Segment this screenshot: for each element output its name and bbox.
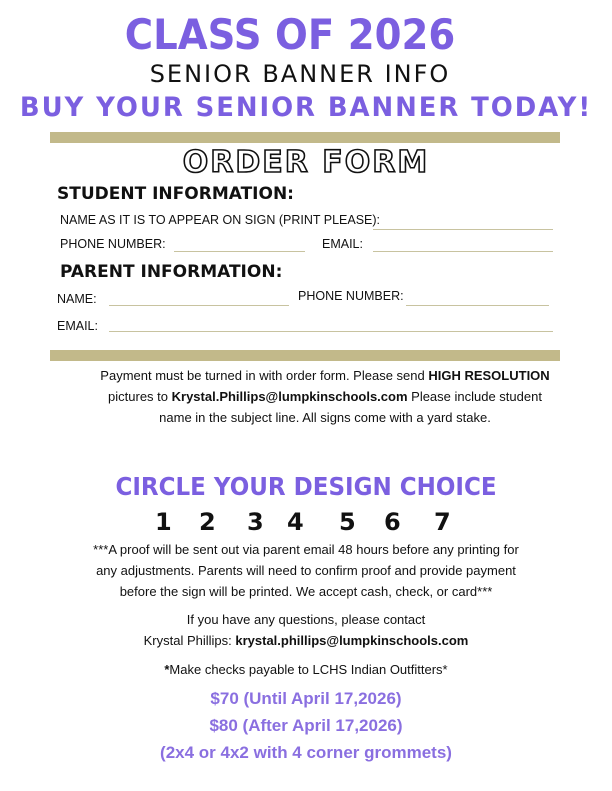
student-email-field[interactable]	[373, 251, 553, 252]
design-choice-2[interactable]: 2	[199, 508, 216, 536]
parent-name-label: NAME:	[57, 292, 97, 306]
proof-notice	[30, 539, 582, 602]
price-late: $80 (After April 17,2026)	[209, 716, 403, 735]
contact-text: If you have any questions, please contact	[186, 612, 426, 627]
design-choice-1[interactable]: 1	[155, 508, 172, 536]
contact-info	[0, 609, 612, 651]
payment-text: Please include student	[407, 389, 542, 404]
design-choice-5[interactable]: 5	[339, 508, 356, 536]
parent-phone-field[interactable]	[406, 305, 549, 306]
parent-email-field[interactable]	[109, 331, 553, 332]
design-choice-heading: CIRCLE YOUR DESIGN CHOICE	[115, 472, 497, 501]
checks-note	[0, 659, 612, 680]
payment-text: Payment must be turned in with order form. Please send	[100, 368, 429, 383]
parent-name-field[interactable]	[109, 305, 289, 306]
contact-name: Krystal Phillips:	[143, 633, 236, 648]
design-choice-7[interactable]: 7	[434, 508, 451, 536]
student-phone-field[interactable]	[174, 251, 305, 252]
parent-email-label: EMAIL:	[57, 319, 98, 333]
checks-star: *	[164, 662, 170, 677]
student-email-label: EMAIL:	[322, 237, 363, 251]
proof-text: any adjustments. Parents will need to confirm proof and provide payment	[96, 563, 516, 578]
page-title: CLASS OF 2026	[124, 10, 456, 59]
parent-phone-label: PHONE NUMBER:	[298, 289, 404, 303]
proof-text: ***A proof will be sent out via parent email 48 hours before any printing for	[93, 542, 519, 557]
contact-email-link[interactable]: Krystal.Phillips@lumpkinschools.com	[171, 389, 408, 404]
design-choice-6[interactable]: 6	[384, 508, 401, 536]
student-name-field[interactable]	[373, 229, 553, 230]
parent-info-heading: PARENT INFORMATION:	[60, 262, 283, 282]
student-phone-label: PHONE NUMBER:	[60, 237, 166, 251]
checks-text: Make checks payable to LCHS Indian Outfitters*	[169, 662, 448, 677]
divider-bar-bottom	[50, 350, 560, 361]
banner-size: (2x4 or 4x2 with 4 corner grommets)	[160, 743, 452, 762]
design-choice-4[interactable]: 4	[287, 508, 304, 536]
order-form-heading: ORDER FORM	[182, 145, 430, 180]
payment-text: name in the subject line. All signs come with a yard stake.	[159, 410, 491, 425]
divider-bar-top	[50, 132, 560, 143]
price-early: $70 (Until April 17,2026)	[210, 689, 402, 708]
proof-text: before the sign will be printed. We accept cash, check, or card***	[119, 584, 493, 599]
payment-instructions	[60, 365, 590, 428]
contact-email-link[interactable]: krystal.phillips@lumpkinschools.com	[235, 633, 469, 648]
student-info-heading: STUDENT INFORMATION:	[57, 184, 294, 204]
payment-text: pictures to	[108, 389, 172, 404]
student-name-label: NAME AS IT IS TO APPEAR ON SIGN (PRINT PLEASE):	[60, 213, 381, 227]
high-resolution-text: HIGH RESOLUTION	[428, 368, 550, 383]
tagline: BUY YOUR SENIOR BANNER TODAY!	[19, 92, 593, 123]
design-choice-3[interactable]: 3	[247, 508, 264, 536]
page-subtitle: SENIOR BANNER INFO	[149, 60, 451, 88]
